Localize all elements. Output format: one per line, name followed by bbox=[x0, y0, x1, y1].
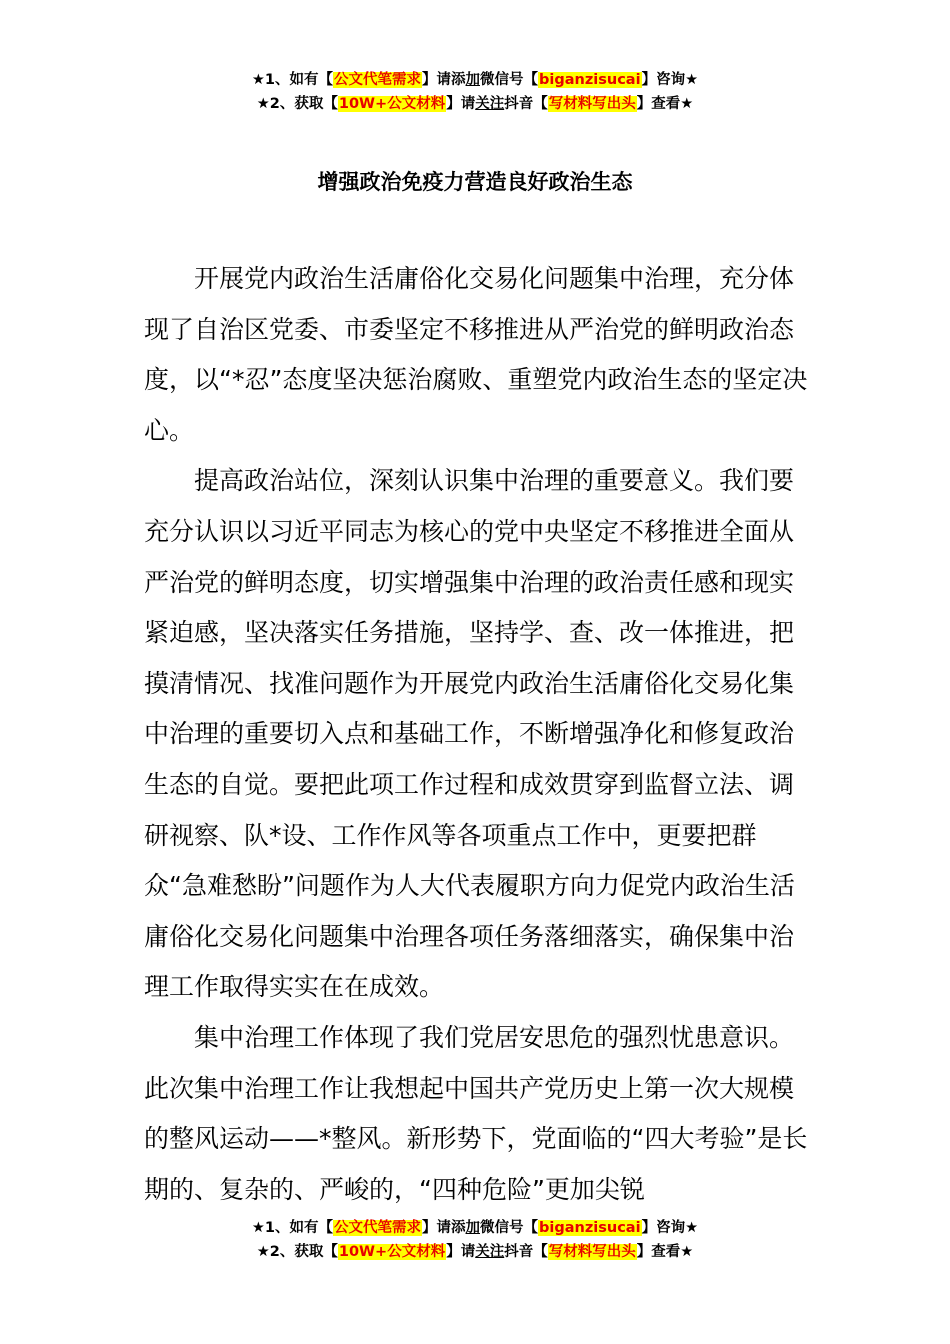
document-body bbox=[144, 254, 814, 1215]
footer-banner-line-2: ★2、获取【10W+公文材料】请关注抖音【写材料写出头】查看★ bbox=[256, 1244, 694, 1260]
highlight-materials: 10W+公文材料 bbox=[338, 1244, 446, 1260]
highlight-wechat-id: biganzisucai bbox=[539, 72, 641, 88]
header-banner bbox=[0, 68, 950, 116]
highlight-douyin-account: 写材料写出头 bbox=[548, 1244, 636, 1260]
footer-banner bbox=[0, 1216, 950, 1264]
highlight-service: 公文代笔需求 bbox=[334, 1220, 422, 1236]
paragraph-2: 提高政治站位，深刻认识集中治理的重要意义。我们要充分认识以习近平同志为核心的党中央坚定不移推进全面从严治党的鲜明态度，切实增强集中治理的政治责任感和现实紧迫感，坚决落实任务措施，坚持学、查、改一体推进，把摸清情况、找准问题作为开展党内政治生活庸俗化交易化集中治理的重要切入点和基础工作，不断增强净化和修复政治生态的自觉。要把此项工作过程和成效贯穿到监督立法、调研视察、队*设、工作作风等各项重点工作中，更要把群众“急难愁盼”问题作为人大代表履职方向力促党内政治生活庸俗化交易化问题集中治理各项任务落细落实，确保集中治理工作取得实实在在成效。 bbox=[144, 466, 795, 1002]
highlight-materials: 10W+公文材料 bbox=[338, 96, 446, 112]
highlight-douyin-account: 写材料写出头 bbox=[548, 96, 636, 112]
document-title: 增强政治免疫力营造良好政治生态 bbox=[317, 170, 633, 194]
paragraph-3: 集中治理工作体现了我们党居安思危的强烈忧患意识。此次集中治理工作让我想起中国共产党历史上第一次大规模的整风运动——*整风。新形势下，党面临的“四大考验”是长期的、复杂的、严峻的，“四种危险”更加尖锐 bbox=[144, 1022, 808, 1204]
highlight-service: 公文代笔需求 bbox=[334, 72, 422, 88]
paragraph-1: 开展党内政治生活庸俗化交易化问题集中治理，充分体现了自治区党委、市委坚定不移推进从严治党的鲜明政治态度，以“*忍”态度坚决惩治腐败、重塑党内政治生态的坚定决心。 bbox=[144, 264, 808, 445]
highlight-wechat-id: biganzisucai bbox=[539, 1220, 641, 1236]
header-banner-line-2: ★2、获取【10W+公文材料】请关注抖音【写材料写出头】查看★ bbox=[256, 96, 694, 112]
header-banner-line-1: ★1、如有【公文代笔需求】请添加微信号【biganzisucai】咨询★ bbox=[251, 72, 699, 88]
footer-banner-line-1: ★1、如有【公文代笔需求】请添加微信号【biganzisucai】咨询★ bbox=[251, 1220, 699, 1236]
